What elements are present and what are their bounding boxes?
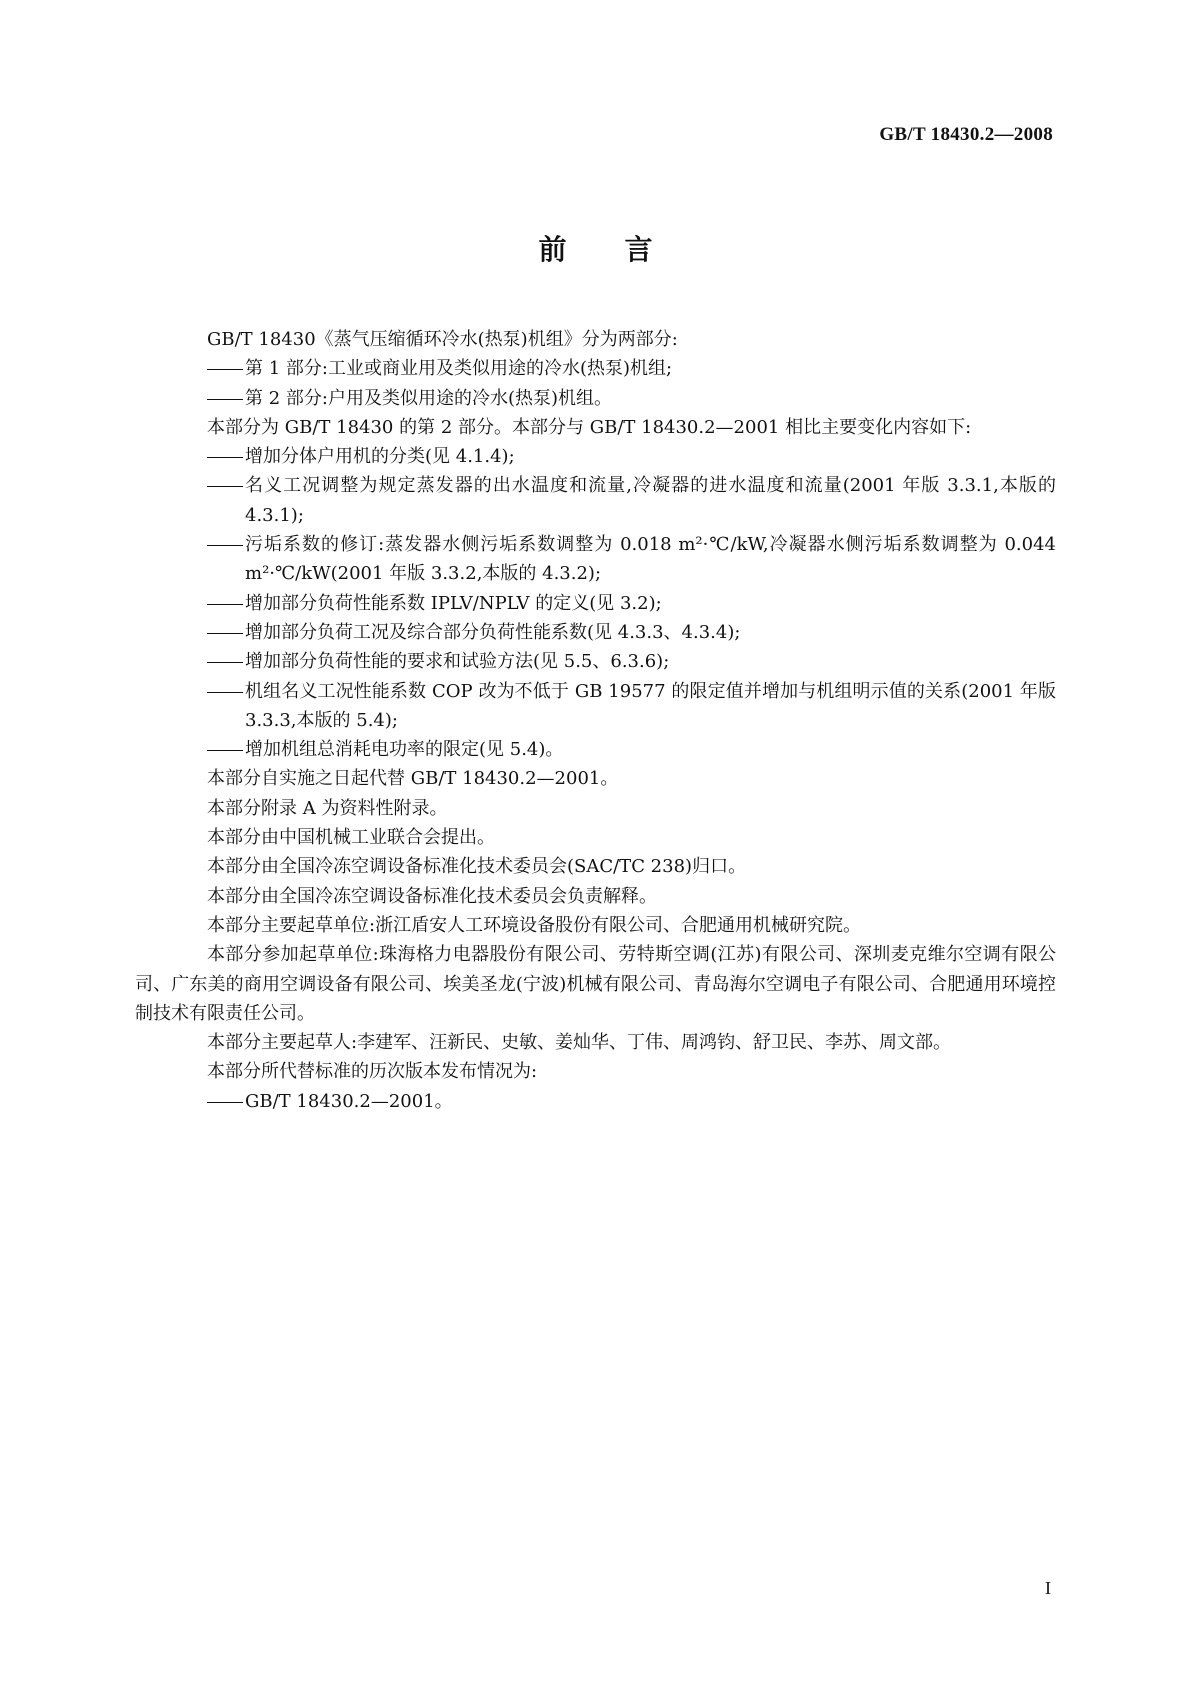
annex-paragraph: 本部分附录 A 为资料性附录。 <box>207 797 448 819</box>
page-title: 前言 <box>538 233 711 266</box>
changes-intro-paragraph: 本部分为 GB/T 18430 的第 2 部分。本部分与 GB/T 18430.2—2001 相比主要变化内容如下: <box>207 416 972 438</box>
change-list-item <box>171 677 1056 736</box>
history-list-item <box>171 1087 1056 1116</box>
list-item-text: GB/T 18430.2—2001。 <box>245 1090 453 1112</box>
history-intro-paragraph: 本部分所代替标准的历次版本发布情况为: <box>207 1061 538 1083</box>
centralized-paragraph: 本部分由全国冷冻空调设备标准化技术委员会(SAC/TC 238)归口。 <box>207 856 747 878</box>
list-item-text: 第 2 部分:户用及类似用途的冷水(热泵)机组。 <box>245 387 613 409</box>
standard-code: GB/T 18430.2—2008 <box>879 124 1053 145</box>
intro-paragraph: GB/T 18430《蒸气压缩循环冷水(热泵)机组》分为两部分: <box>207 329 678 350</box>
change-list-item <box>171 442 1056 471</box>
list-item-text: 增加部分负荷工况及综合部分负荷性能系数(见 4.3.3、4.3.4); <box>245 621 741 643</box>
page-number: I <box>1045 1578 1051 1598</box>
list-item-text: 增加机组总消耗电功率的限定(见 5.4)。 <box>245 739 564 761</box>
change-list-item <box>171 530 1056 589</box>
change-list-item <box>171 471 1056 530</box>
proposed-paragraph: 本部分由中国机械工业联合会提出。 <box>207 827 495 849</box>
main-drafters-paragraph: 本部分主要起草人:李建军、汪新民、史敏、姜灿华、丁伟、周鸿钧、舒卫民、李苏、周文部。 <box>207 1032 952 1054</box>
list-item-text: 污垢系数的修订:蒸发器水侧污垢系数调整为 0.018 m²·℃/kW,冷凝器水侧污垢系数调整为 0.044 m²·℃/kW(2001 年版 3.3.2,本版的 4.3.2); <box>245 534 1056 585</box>
list-item-text: 增加分体户用机的分类(见 4.1.4); <box>245 446 515 468</box>
list-item-text: 机组名义工况性能系数 COP 改为不低于 GB 19577 的限定值并增加与机组明示值的关系(2001 年版 3.3.3,本版的 5.4); <box>245 680 1056 731</box>
change-list-item <box>171 647 1056 676</box>
participating-orgs-paragraph: 本部分参加起草单位:珠海格力电器股份有限公司、劳特斯空调(江苏)有限公司、深圳麦克维尔空调有限公司、广东美的商用空调设备有限公司、埃美圣龙(宁波)机械有限公司、青岛海尔空调电子有限公司、合肥通用环境控制技术有限责任公司。 <box>135 944 1056 1024</box>
change-list-item <box>171 589 1056 618</box>
interpretation-paragraph: 本部分由全国冷冻空调设备标准化技术委员会负责解释。 <box>207 885 657 907</box>
change-list-item <box>171 618 1056 647</box>
part-list-item <box>171 354 1056 383</box>
list-item-text: 增加部分负荷性能系数 IPLV/NPLV 的定义(见 3.2); <box>245 592 662 614</box>
list-item-text: 增加部分负荷性能的要求和试验方法(见 5.5、6.3.6); <box>245 651 670 673</box>
list-item-text: 名义工况调整为规定蒸发器的出水温度和流量,冷凝器的进水温度和流量(2001 年版 3.3.1,本版的 4.3.1); <box>245 475 1056 526</box>
list-item-text: 第 1 部分:工业或商业用及类似用途的冷水(热泵)机组; <box>245 358 673 380</box>
part-list-item <box>171 384 1056 413</box>
change-list-item <box>171 735 1056 764</box>
replaces-paragraph: 本部分自实施之日起代替 GB/T 18430.2—2001。 <box>207 768 619 790</box>
document-body <box>135 325 1056 1116</box>
main-drafters-org-paragraph: 本部分主要起草单位:浙江盾安人工环境设备股份有限公司、合肥通用机械研究院。 <box>207 914 862 936</box>
